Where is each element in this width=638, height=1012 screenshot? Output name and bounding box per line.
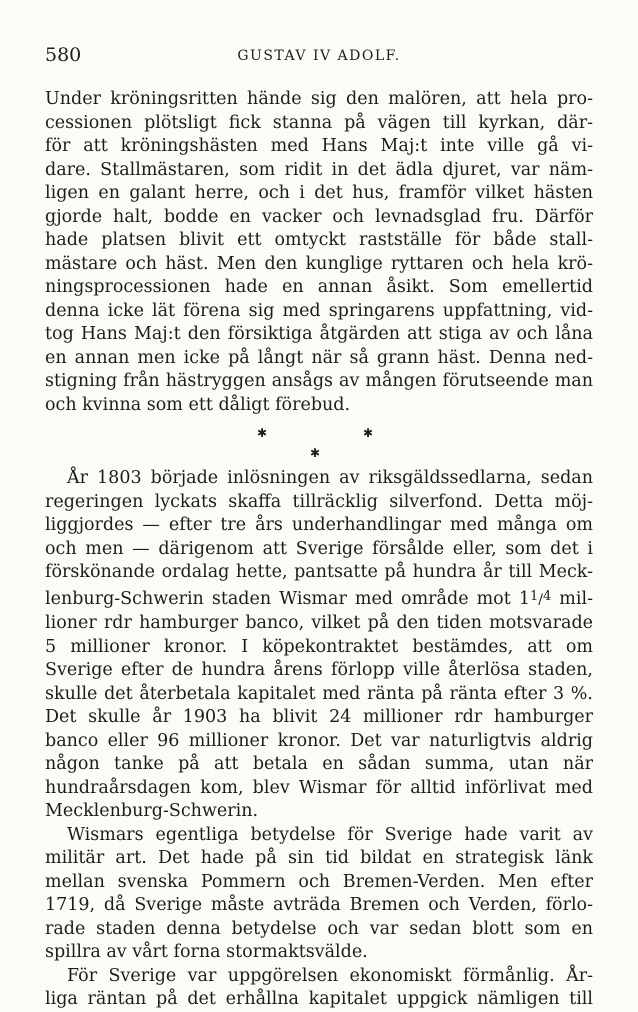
text-line: mellan svenska Pommern och Bremen-Verden. Men efter bbox=[45, 871, 593, 892]
text-line: cessionen plötsligt fick stanna på vägen till kyrkan, där- bbox=[45, 112, 593, 133]
paragraph-military-significance bbox=[45, 824, 593, 965]
section-break bbox=[45, 417, 593, 463]
text-line: spillra av vårt forna stormaktsvälde. bbox=[45, 942, 368, 962]
text-line: hade platsen blivit ett omtyckt rastställe för både stall- bbox=[45, 230, 593, 250]
text-line: banco eller 96 millioner kronor. Det var naturligtvis aldrig bbox=[45, 730, 593, 751]
text-line: någon tanke på att betala en sådan summa, utan när bbox=[45, 754, 593, 774]
fraction-slash: / bbox=[538, 591, 543, 608]
text-line: mästare och häst. Men den kunglige ryttaren och hela krö- bbox=[45, 253, 593, 274]
page-header bbox=[45, 44, 593, 70]
text-line: ligen en galant herre, och i det hus, framför vilket hästen bbox=[45, 183, 593, 203]
text-line-with-fraction bbox=[45, 585, 593, 613]
paragraph-economic-gain bbox=[45, 965, 593, 1012]
text-line: För Sverige var uppgörelsen ekonomiskt förmånlig. År- bbox=[67, 965, 593, 986]
text-line: en annan men icke på långt när så grann häst. Denna ned- bbox=[45, 347, 593, 368]
text-line: År 1803 började inlösningen av riksgäldssedlarna, sedan bbox=[67, 468, 593, 488]
text-line: Under kröningsritten hände sig den malören, att hela pro- bbox=[45, 89, 593, 109]
text-fragment: mil- bbox=[559, 588, 593, 609]
text-line: dare. Stallmästaren, som ridit in det ädla djuret, var näm- bbox=[45, 159, 593, 180]
asterisk-ornament: ✱ bbox=[257, 426, 268, 440]
text-line: tog Hans Maj:t den försiktiga åtgärden att stiga av och låna bbox=[45, 324, 593, 344]
text-fragment: lenburg-Schwerin staden Wismar med område mot bbox=[45, 588, 511, 609]
text-line: och men — därigenom att Sverige försålde eller, som det i bbox=[45, 538, 593, 559]
text-line: Wismars egentliga betydelse för Sverige hade varit av bbox=[67, 824, 593, 845]
text-line: denna icke lät förena sig med springarens uppfattning, vid- bbox=[45, 300, 593, 321]
text-line: liga räntan på det erhållna kapitalet uppgick nämligen till bbox=[45, 989, 593, 1009]
text-line: för att kröningshästen med Hans Maj:t inte ville gå vi- bbox=[45, 136, 593, 156]
text-line: militär art. Det hade på sin tid bildat en strategisk länk bbox=[45, 848, 593, 868]
text-line: lioner rdr hamburger banco, vilket på den tiden motsvarade bbox=[45, 613, 593, 633]
asterisk-ornament: ✱ bbox=[363, 426, 374, 440]
text-line: Sverige efter de hundra årens förlopp ville återlösa staden, bbox=[45, 660, 593, 680]
page-number: 580 bbox=[45, 44, 82, 66]
asterisk-ornament: ✱ bbox=[310, 446, 321, 460]
fraction-denominator: 4 bbox=[542, 588, 552, 604]
text-line: ningsprocessionen hade en annan åsikt. Som emellertid bbox=[45, 277, 593, 297]
fraction-whole: 1 bbox=[518, 588, 530, 609]
text-line: 5 millioner kronor. I köpekontraktet bestämdes, att om bbox=[45, 636, 593, 657]
paragraph-wismar-sale bbox=[45, 467, 593, 824]
text-line: 1719, då Sverige måste avträda Bremen och Verden, förlo- bbox=[45, 895, 593, 915]
text-line: Det skulle år 1903 ha blivit 24 millioner rdr hamburger bbox=[45, 707, 593, 727]
text-line: hundraårsdagen kom, blev Wismar för alltid införlivat med bbox=[45, 777, 593, 798]
text-line: gjorde halt, bodde en vacker och levnadsglad fru. Därför bbox=[45, 206, 593, 227]
text-line: skulle det återbetala kapitalet med ränta på ränta efter 3 %. bbox=[45, 683, 593, 704]
text-line: stigning från hästryggen ansågs av mången förutseende man bbox=[45, 371, 593, 391]
text-line: regeringen lyckats skaffa tillräcklig silverfond. Detta möj- bbox=[45, 491, 593, 512]
body-text bbox=[45, 88, 593, 1012]
fraction-numerator: 1 bbox=[529, 588, 539, 604]
text-line: rade staden denna betydelse och var sedan blott som en bbox=[45, 918, 593, 939]
running-head: GUSTAV IV ADOLF. bbox=[237, 48, 401, 64]
text-line: liggjordes — efter tre års underhandlingar med många om bbox=[45, 515, 593, 535]
paragraph-coronation bbox=[45, 88, 593, 417]
text-line: förskönande ordalag hette, pantsatte på hundra år till Meck- bbox=[45, 562, 593, 582]
text-line: Mecklenburg-Schwerin. bbox=[45, 801, 259, 821]
text-line: och kvinna som ett dåligt förebud. bbox=[45, 394, 351, 415]
